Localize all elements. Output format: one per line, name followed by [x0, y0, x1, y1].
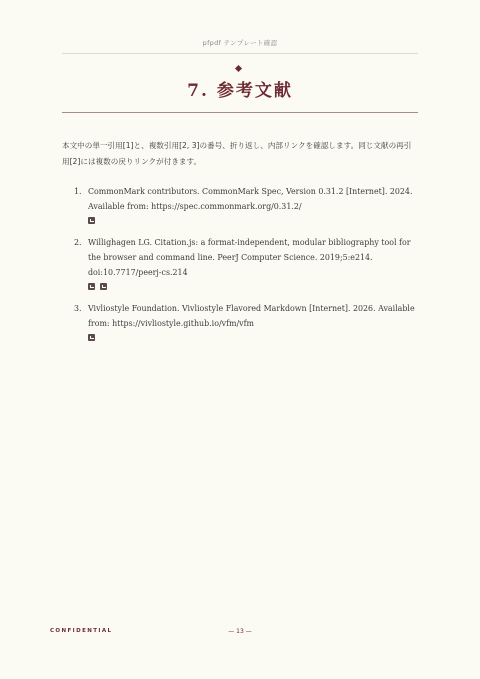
reference-item	[74, 235, 416, 292]
reference-item	[74, 301, 416, 343]
confidential-label: CONFIDENTIAL	[50, 628, 113, 634]
reference-number: 2.	[74, 238, 82, 247]
intro-paragraph: 本文中の単一引用[1]と、複数引用[2, 3]の番号、折り返し、内部リンクを確認します。同じ文献の再引用[2]には複数の戻りリンクが付きます。	[62, 141, 412, 166]
reference-text: Vivliostyle Foundation. Vivliostyle Flavored Markdown [Internet]. 2026. Available from: https://vivliostyle.github.io/vfm/vfm	[88, 304, 415, 328]
running-header: pfpdf テンプレート確認	[202, 39, 278, 47]
backlink-group	[88, 280, 416, 292]
title-divider	[62, 112, 418, 113]
reference-text: CommonMark contributors. CommonMark Spec, Version 0.31.2 [Internet]. 2024. Available from: https://spec.commonmark.org/0.31.2/	[88, 187, 413, 211]
diamond-ornament-icon	[235, 65, 242, 72]
backlink-group	[88, 331, 416, 343]
backlink-group	[88, 214, 416, 226]
reference-list	[74, 184, 416, 352]
return-arrow-icon[interactable]	[88, 283, 95, 290]
header-divider	[62, 53, 418, 54]
chapter-title: 7. 参考文献	[187, 81, 293, 101]
reference-text: Willighagen LG. Citation.js: a format-independent, modular bibliography tool for the browser and command line. PeerJ Computer Science. 2019;5:e214. doi:10.7717/peerj-cs.214	[88, 238, 411, 277]
reference-item	[74, 184, 416, 226]
page-number: — 13 —	[228, 628, 252, 635]
return-arrow-icon[interactable]	[88, 217, 95, 224]
return-arrow-icon[interactable]	[100, 283, 107, 290]
return-arrow-icon[interactable]	[88, 334, 95, 341]
reference-number: 1.	[74, 187, 82, 196]
reference-number: 3.	[74, 304, 82, 313]
